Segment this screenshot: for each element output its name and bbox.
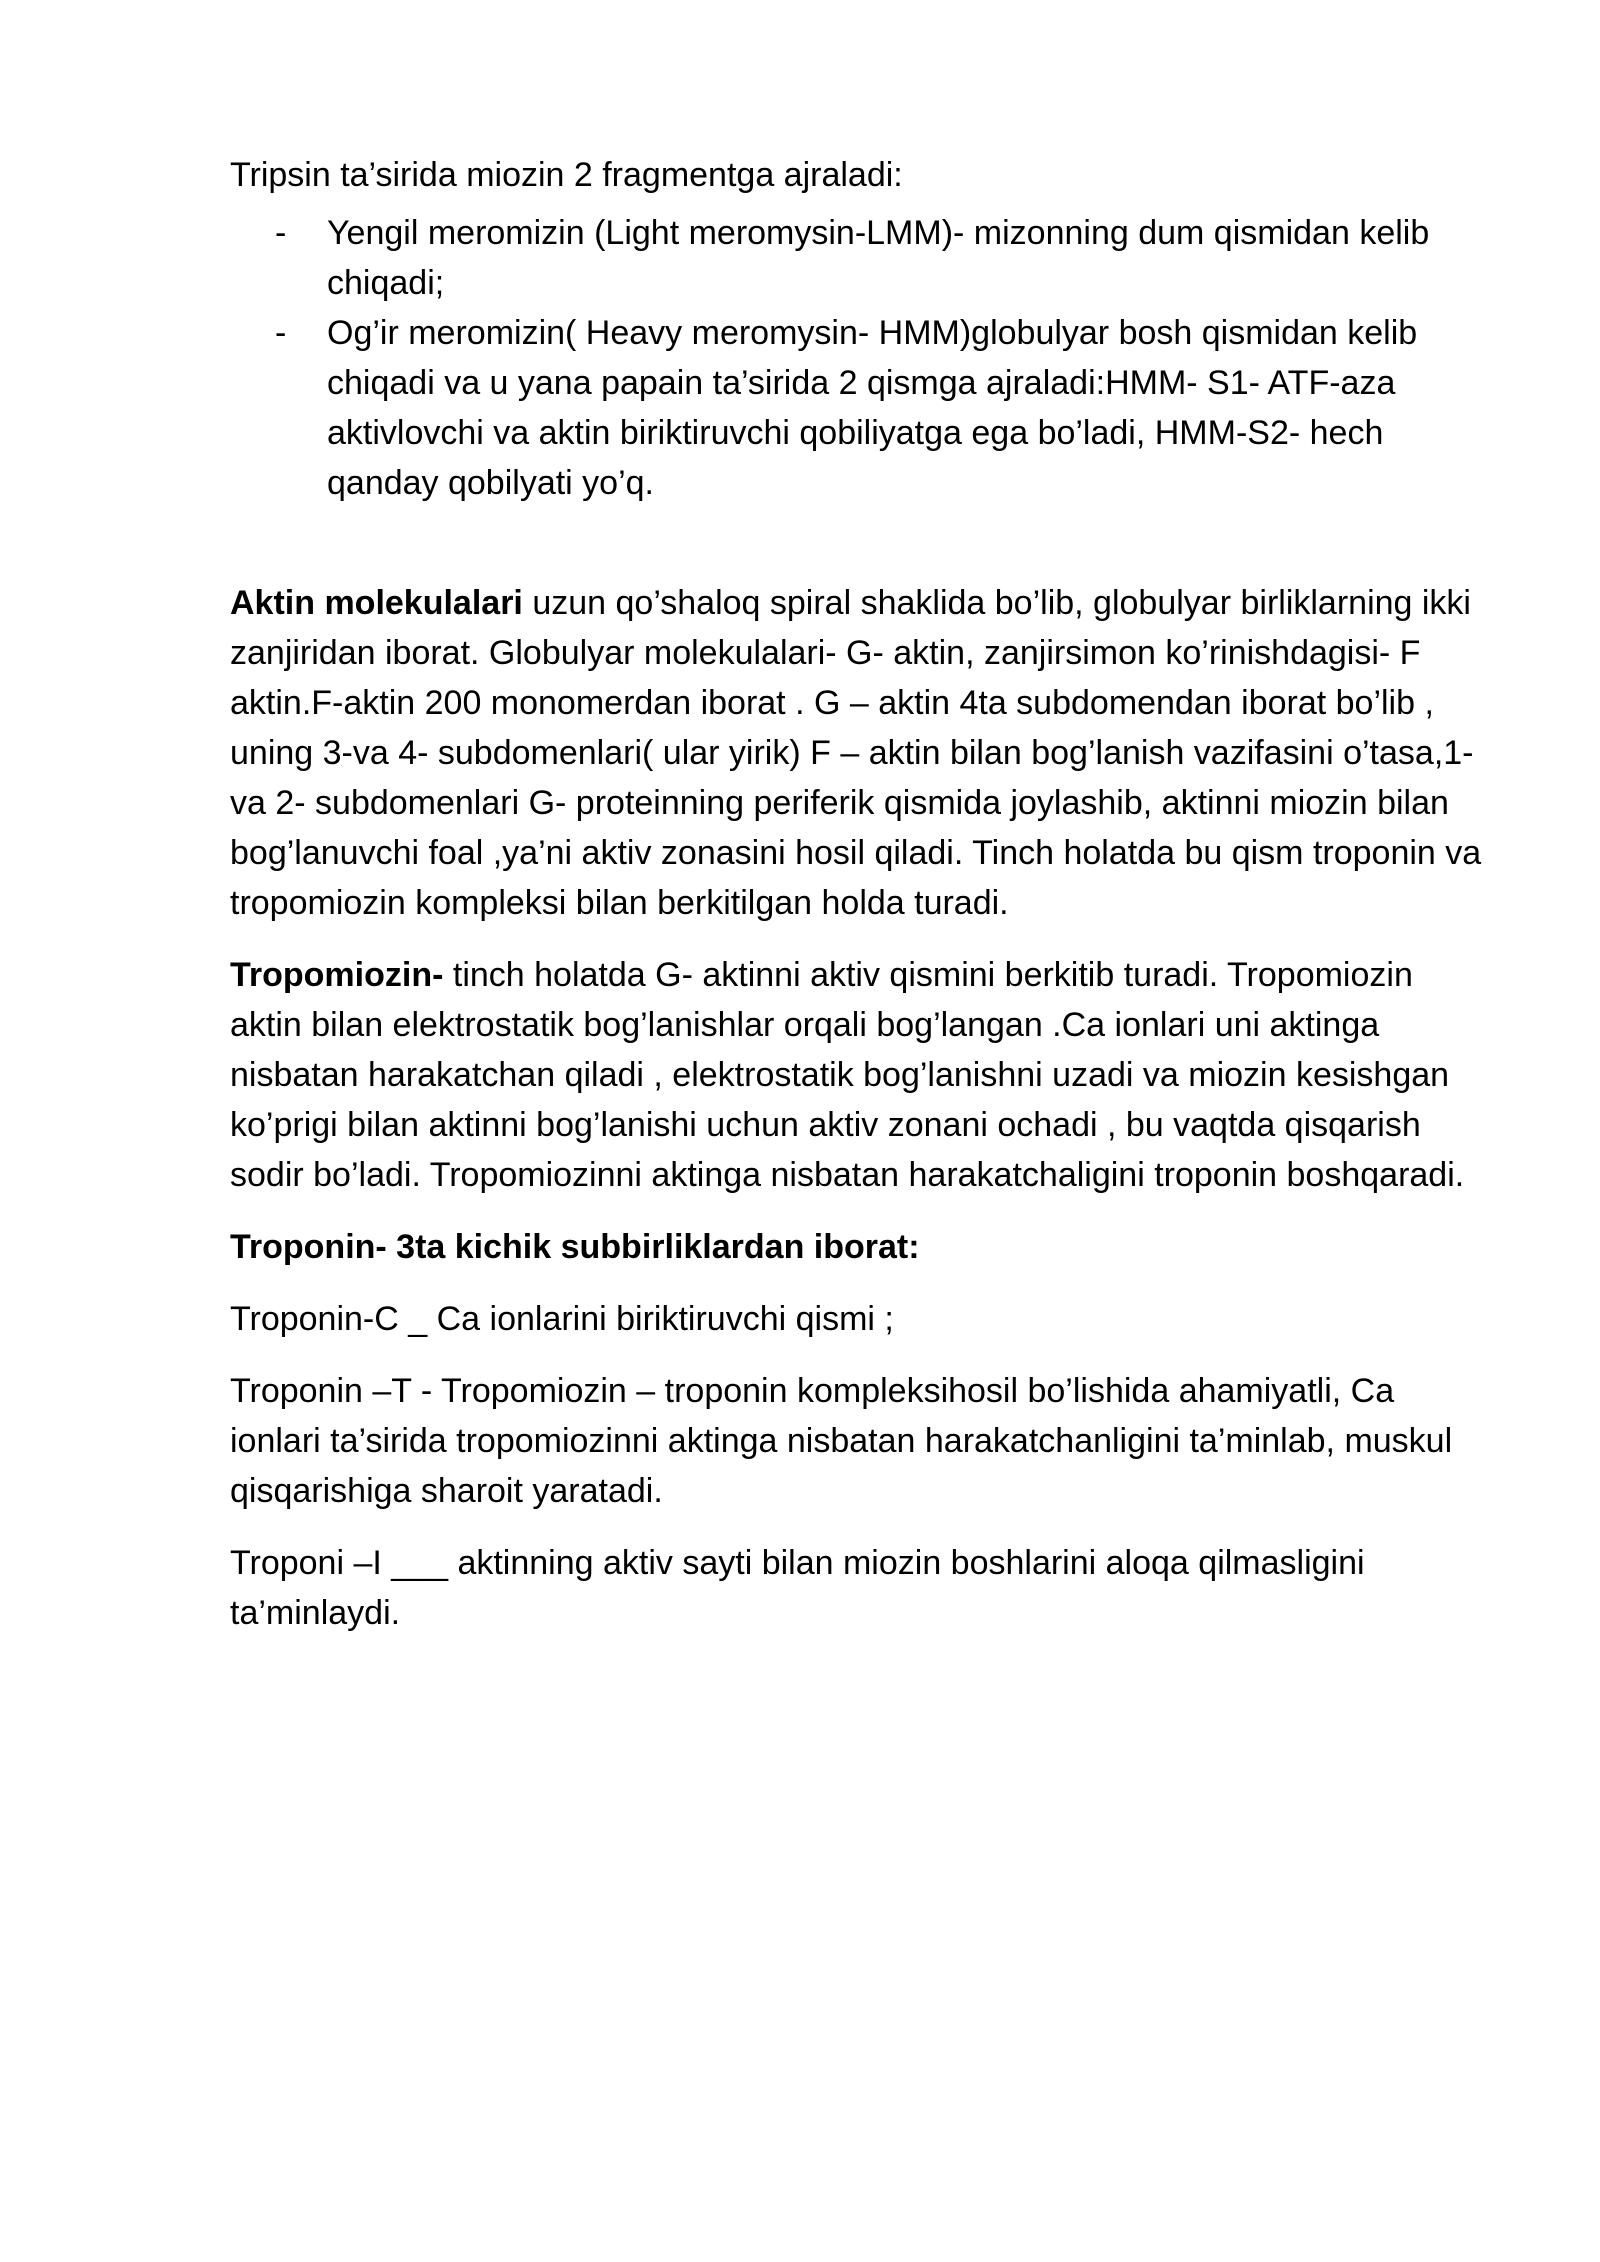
- list-marker: -: [275, 214, 287, 252]
- list-item-text: Og’ir meromizin( Heavy meromysin- HMM)globulyar bosh qismidan kelib chiqadi va u yana papain ta’sirida 2 qismga ajraladi:HMM- S1- ATF-aza aktivlovchi va aktin biriktiruvchi qobiliyatga ega bo’ladi, HMM-S2- hech qanday qobilyati yo’q.: [327, 314, 1418, 502]
- troponin-heading: [230, 1222, 1490, 1272]
- fragment-list: [230, 208, 1490, 508]
- troponin-c-paragraph: Troponin-C _ Ca ionlarini biriktiruvchi qismi ;: [230, 1300, 894, 1338]
- list-item-text: Yengil meromizin (Light meromysin-LMM)- mizonning dum qismidan kelib chiqadi;: [327, 214, 1430, 302]
- aktin-term: Aktin molekulalari: [230, 584, 523, 622]
- tropomiozin-paragraph: [230, 950, 1490, 1200]
- document-body: [230, 150, 1490, 1660]
- troponin-t-paragraph: Troponin –T - Tropomiozin – troponin kompleksihosil bo’lishida ahamiyatli, Ca ionlari ta’sirida tropomiozinni aktinga nisbatan harakatchanligini ta’minlab, muskul qisqarishiga sharoit yaratadi.: [230, 1372, 1453, 1510]
- list-item-hmm: [230, 308, 1490, 508]
- list-item-lmm: [230, 208, 1490, 308]
- tropomiozin-text: tinch holatda G- aktinni aktiv qismini berkitib turadi. Tropomiozin aktin bilan elektrostatik bog’lanishlar orqali bog’langan .Ca ionlari uni aktinga nisbatan harakatchan qiladi , elektrostatik bog’lanishni uzadi va miozin kesishgan ko’prigi bilan aktinni bog’lanishi uchun aktiv zonani ochadi , bu vaqtda qisqarish sodir bo’ladi. Tropomiozinni aktinga nisbatan harakatchaligini troponin boshqaradi.: [230, 956, 1465, 1194]
- troponin-i-paragraph: Troponi –I ___ aktinning aktiv sayti bilan miozin boshlarini aloqa qilmasligini ta’minlaydi.: [230, 1544, 1365, 1632]
- aktin-paragraph: [230, 578, 1490, 928]
- aktin-text: uzun qo’shaloq spiral shaklida bo’lib, globulyar birliklarning ikki zanjiridan iborat. Globulyar molekulalari- G- aktin, zanjirsimon ko’rinishdagisi- F aktin.F-aktin 200 monomerdan iborat . G – aktin 4ta subdomendan iborat bo’lib , uning 3-va 4- subdomenlari( ular yirik) F – aktin bilan bog’lanish vazifasini o’tasa,1- va 2- subdomenlari G- proteinning periferik qismida joylashib, aktinni miozin bilan bog’lanuvchi foal ,ya’ni aktiv zonasini hosil qiladi. Tinch holatda bu qism troponin va tropomiozin kompleksi bilan berkitilgan holda turadi.: [230, 584, 1482, 922]
- troponin-heading-text: Troponin- 3ta kichik subbirliklardan iborat:: [230, 1228, 920, 1266]
- list-marker: -: [275, 314, 287, 352]
- intro-paragraph: Tripsin ta’sirida miozin 2 fragmentga ajraladi:: [230, 156, 903, 194]
- tropomiozin-term: Tropomiozin-: [230, 956, 444, 994]
